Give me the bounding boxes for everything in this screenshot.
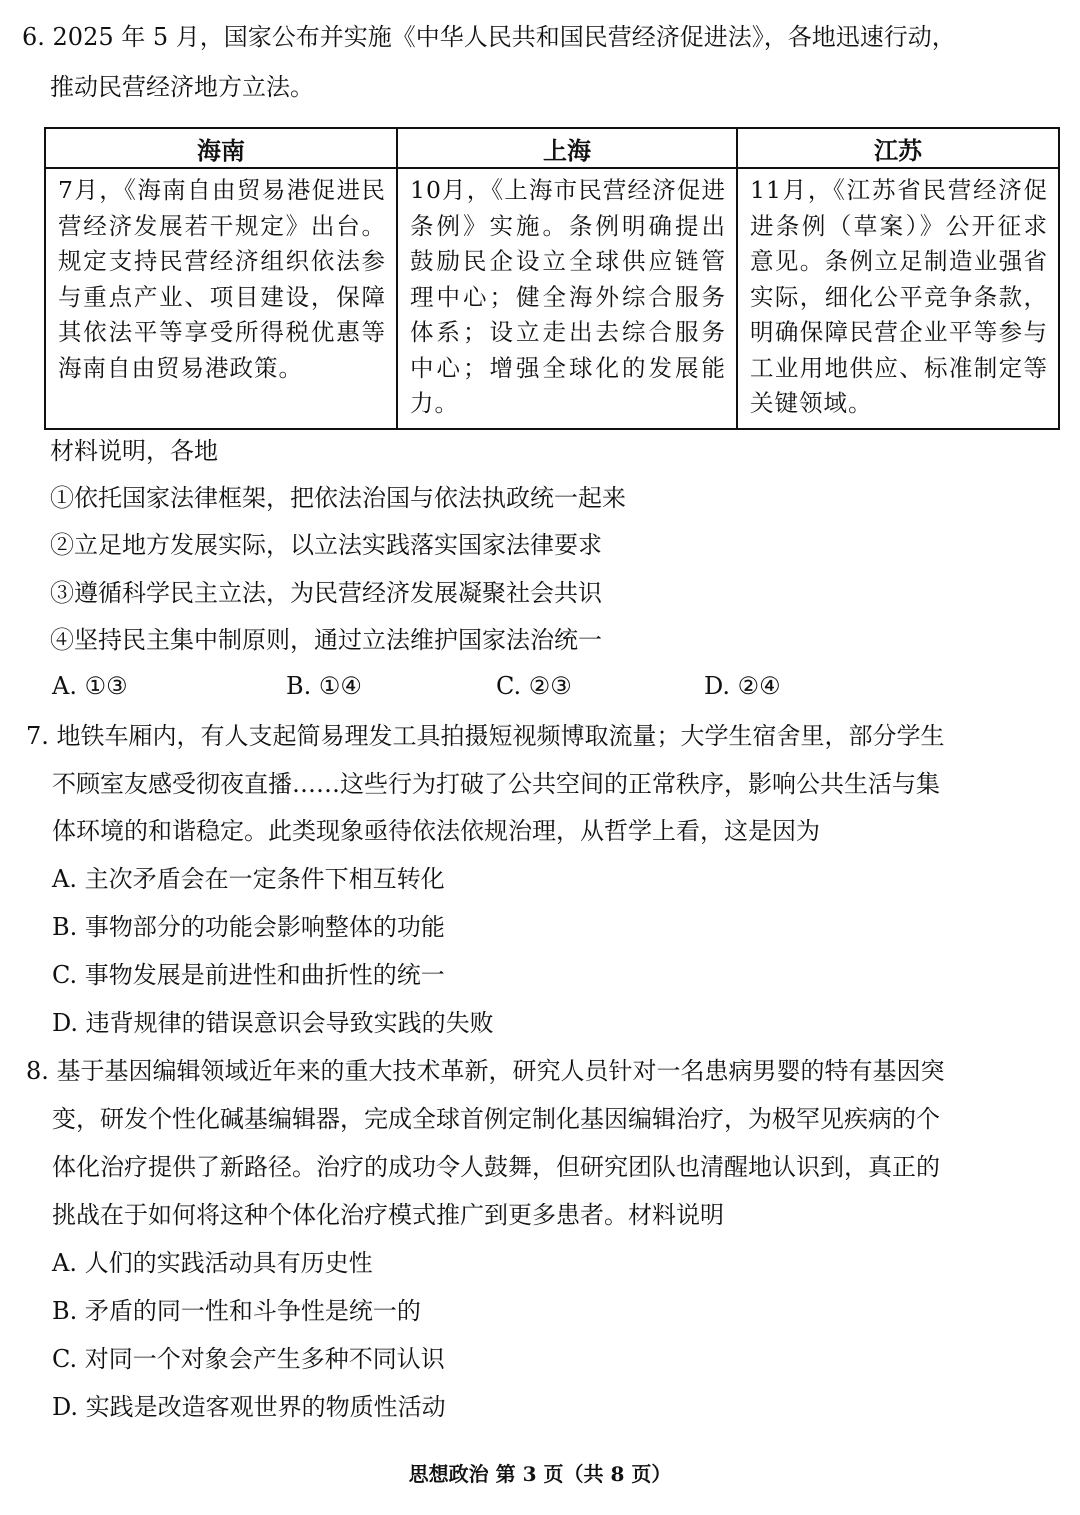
q8-stem-line-3: 体化治疗提供了新路径。治疗的成功令人鼓舞，但研究团队也清醒地认识到，真正的	[52, 1153, 940, 1181]
q7-option-d: D. 违背规律的错误意识会导致实践的失败	[52, 1009, 494, 1037]
q6-options	[52, 672, 1052, 704]
q6-stem-line-1: 6. 2025 年 5 月，国家公布并实施《中华人民共和国民营经济促进法》，各地迅速行动，	[22, 23, 956, 51]
q6-item-3: ③遵循科学民主立法，为民营经济发展凝聚社会共识	[50, 579, 602, 607]
q6-option-c: C. ②③	[496, 672, 572, 700]
q6-item-2: ②立足地方发展实际，以立法实践落实国家法律要求	[50, 531, 602, 559]
header-jiangsu: 江苏	[737, 128, 1059, 168]
header-hainan: 海南	[45, 128, 397, 168]
table-content-row	[45, 168, 1059, 429]
q7-option-a: A. 主次矛盾会在一定条件下相互转化	[52, 865, 445, 893]
q6-option-b: B. ①④	[286, 672, 362, 700]
q7-stem-line-2: 不顾室友感受彻夜直播……这些行为打破了公共空间的正常秩序，影响公共生活与集	[52, 770, 940, 798]
q7-option-b: B. 事物部分的功能会影响整体的功能	[52, 913, 445, 941]
q8-option-d: D. 实践是改造客观世界的物质性活动	[52, 1393, 446, 1421]
page-footer: 思想政治 第 3 页（共 8 页）	[408, 1462, 672, 1486]
q7-option-c: C. 事物发展是前进性和曲折性的统一	[52, 961, 445, 989]
q8-option-a: A. 人们的实践活动具有历史性	[52, 1249, 373, 1277]
q8-option-b: B. 矛盾的同一性和斗争性是统一的	[52, 1297, 421, 1325]
q7-stem-line-3: 体环境的和谐稳定。此类现象亟待依法依规治理，从哲学上看，这是因为	[52, 817, 820, 845]
q6-item-4: ④坚持民主集中制原则，通过立法维护国家法治统一	[50, 626, 602, 654]
q6-option-a: A. ①③	[52, 672, 128, 700]
q7-stem-line-1: 7. 地铁车厢内，有人支起简易理发工具拍摄短视频博取流量；大学生宿舍里，部分学生	[26, 722, 945, 750]
q8-stem-line-2: 变，研发个性化碱基编辑器，完成全球首例定制化基因编辑治疗，为极罕见疾病的个	[52, 1105, 940, 1133]
cell-jiangsu: 11月，《江苏省民营经济促进条例（草案）》公开征求意见。条例立足制造业强省实际，细化公平竞争条款，明确保障民营企业平等参与工业用地供应、标准制定等关键领域。	[737, 168, 1059, 429]
q6-item-1: ①依托国家法律框架，把依法治国与依法执政统一起来	[50, 484, 626, 512]
q8-stem-line-1: 8. 基于基因编辑领域近年来的重大技术革新，研究人员针对一名患病男婴的特有基因突	[26, 1057, 945, 1085]
q6-sub-stem: 材料说明，各地	[50, 437, 218, 465]
q6-stem-line-2: 推动民营经济地方立法。	[50, 73, 314, 101]
q8-stem-line-4: 挑战在于如何将这种个体化治疗模式推广到更多患者。材料说明	[52, 1201, 724, 1229]
q8-option-c: C. 对同一个对象会产生多种不同认识	[52, 1345, 445, 1373]
header-shanghai: 上海	[397, 128, 737, 168]
q6-material-table	[44, 127, 1060, 430]
cell-shanghai: 10月，《上海市民营经济促进条例》实施。条例明确提出鼓励民企设立全球供应链管理中心；健全海外综合服务体系；设立走出去综合服务中心；增强全球化的发展能力。	[397, 168, 737, 429]
table-header-row	[45, 128, 1059, 168]
cell-hainan: 7月，《海南自由贸易港促进民营经济发展若干规定》出台。规定支持民营经济组织依法参与重点产业、项目建设，保障其依法平等享受所得税优惠等海南自由贸易港政策。	[45, 168, 397, 429]
q6-option-d: D. ②④	[704, 672, 781, 700]
